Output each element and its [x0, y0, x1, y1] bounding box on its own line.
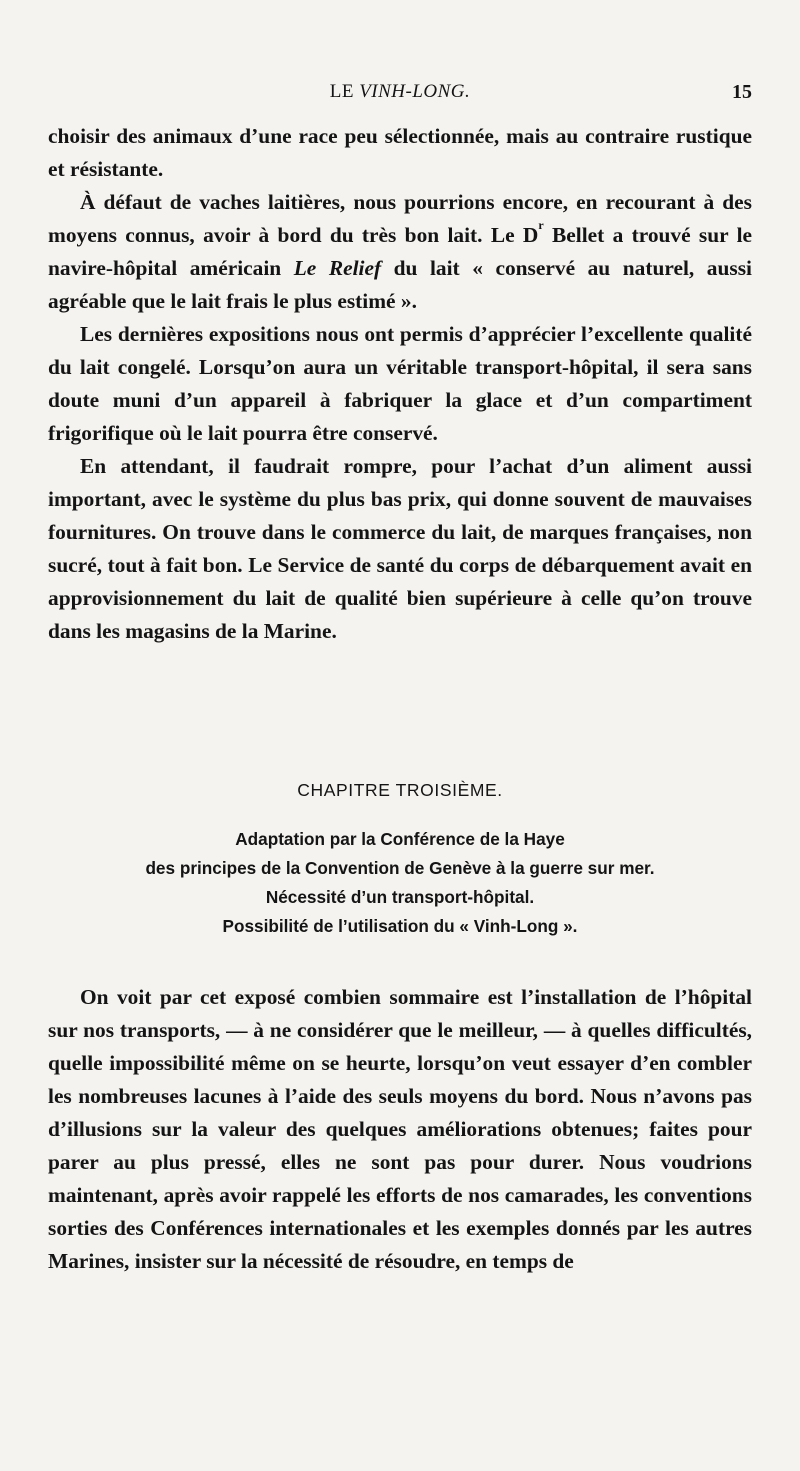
running-title-prefix: LE: [329, 81, 360, 102]
chapter-subtitle-line: Adaptation par la Conférence de la Haye: [235, 829, 565, 849]
running-head: [48, 78, 752, 108]
paragraph: On voit par cet exposé combien sommaire est l’installation de l’hôpital sur nos transports, — à ne considérer que le meilleur, — à quelles difficultés, quelle impossibilité même on se heurte, lorsqu’on veut essayer d’en combler les nombreuses lacunes à l’aide des seuls moyens du bord. Nous n’avons pas d’illusions sur la valeur des quelques améliorations obtenues; faites pour parer au plus pressé, elles ne sont pas pour durer. Nous voudrions maintenant, après avoir rappelé les efforts de nos camarades, les conventions sorties des Conférences internationales et les exemples donnés par les autres Marines, insister sur la nécessité de résoudre, en temps de: [48, 985, 752, 1273]
paragraph-sentence: Bellet a trouvé sur le navire-hôpital américain: [48, 223, 753, 280]
paragraph-sentence: Le D: [490, 223, 539, 247]
chapter-heading: [48, 780, 752, 941]
paragraph-sentence: À défaut de vaches laitières, nous pourrions encore, en recourant à des moyens connus, avoir à bord du très bon lait.: [48, 190, 752, 247]
paragraph-sentence: du lait « conservé au naturel, aussi agréable que le lait frais le plus estimé ».: [48, 256, 752, 313]
page-number: 15: [732, 81, 752, 103]
chapter-subtitle-line: Possibilité de l’utilisation du « Vinh-Long ».: [222, 916, 578, 936]
running-title-italic: VINH-LONG.: [359, 81, 471, 102]
chapter-subtitle-line: des principes de la Convention de Genève à la guerre sur mer.: [145, 858, 655, 878]
chapter-subtitle-line: Nécessité d’un transport-hôpital.: [265, 887, 535, 907]
paragraph: choisir des animaux d’une race peu sélectionnée, mais au contraire rustique et résistante.: [48, 124, 752, 181]
paragraph: [48, 186, 752, 318]
superscript: r: [538, 218, 544, 232]
chapter-title: CHAPITRE TROISIÈME.: [297, 780, 503, 800]
ship-name: Le Relief: [293, 256, 382, 280]
running-title: [48, 81, 752, 103]
paragraph: En attendant, il faudrait rompre, pour l’achat d’un aliment aussi important, avec le système du plus bas prix, qui donne souvent de mauvaises fournitures. On trouve dans le commerce du lait, de marques françaises, non sucré, tout à fait bon. Le Service de santé du corps de débarquement avait en approvisionnement du lait de qualité bien supérieure à celle qu’on trouve dans les magasins de la Marine.: [48, 454, 752, 643]
body-text: [48, 120, 752, 648]
paragraph: Les dernières expositions nous ont permis d’apprécier l’excellente qualité du lait congelé. Lorsqu’on aura un véritable transport-hôpital, il sera sans doute muni d’un appareil à fabriquer la glace et d’un compartiment frigorifique où le lait pourra être conservé.: [48, 322, 752, 445]
body-text-continued: [48, 981, 752, 1278]
